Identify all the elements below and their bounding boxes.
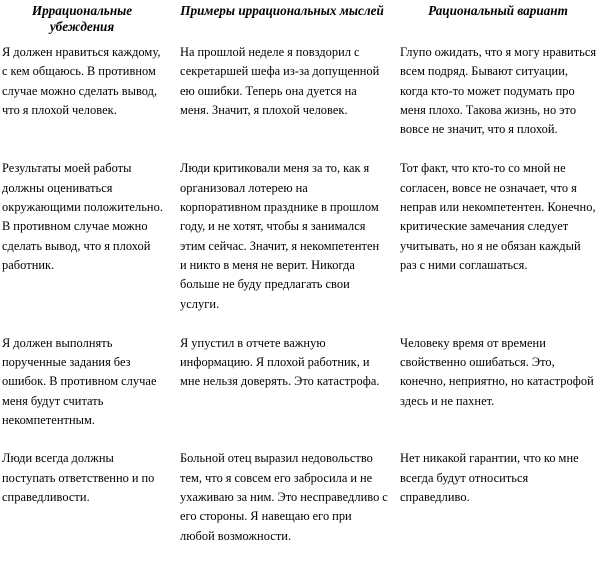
cell-rational-alternative: Тот факт, что кто-то со мной не согласен, вовсе не означает, что я неправ или некомпетентен. Конечно, критические замечания следует учитывать, но я не обязан каждый раз с ними соглашаться.: [400, 161, 596, 272]
cell-rational-alternative: Человеку время от времени свойственно ошибаться. Это, конечно, неприятно, но катастрофой здесь и не пахнет.: [400, 335, 594, 408]
table-row: [0, 43, 600, 159]
cell-irrational-belief: Результаты моей работы должны оцениваться окружающими положительно. В противном случае можно сделать вывод, что я плохой работник.: [2, 161, 163, 272]
cell-irrational-thought-example: Люди критиковали меня за то, как я организовал лотерею на корпоративном празднике в прошлом году, и не хотят, чтобы я занимался этим сейчас. Значит, я некомпетентен и никто в меня не верит. Никогда больше не буду предлагать свои услуги.: [180, 161, 380, 311]
cell-rational-alternative: Нет никакой гарантии, что ко мне всегда будут относиться справедливо.: [400, 451, 579, 504]
cell-irrational-belief: Я должен выполнять порученные задания без ошибок. В противном случае меня будут считать некомпетентным.: [2, 335, 157, 428]
cell-irrational-belief: Я должен нравиться каждому, с кем общаюсь. В противном случае можно сделать вывод, что я плохой человек.: [2, 45, 161, 117]
cell-irrational-thought-example: На прошлой неделе я повздорил с секретаршей шефа из-за допущенной ею ошибки. Теперь она дуется на меня. Значит, я плохой человек.: [180, 45, 380, 117]
cell-irrational-thought-example: Больной отец выразил недовольство тем, что я совсем его забросила и не ухаживаю за ним. Это несправедливо с его стороны. Я навещаю его при любой возможности.: [180, 451, 388, 543]
column-header-irrational-thought-examples: Примеры иррациональных мыслей: [180, 3, 384, 18]
cell-rational-alternative: Глупо ожидать, что я могу нравиться всем подряд. Бывают ситуации, когда кто-то может подумать про меня плохо. Такова жизнь, но это вовсе не значит, что я плохой.: [400, 45, 597, 137]
table-row: [0, 449, 600, 545]
cell-irrational-thought-example: Я упустил в отчете важную информацию. Я плохой работник, и мне нельзя доверять. Это катастрофа.: [180, 335, 380, 389]
table-header: [0, 0, 600, 43]
cell-irrational-belief: Люди всегда должны поступать ответственно и по справедливости.: [2, 451, 155, 504]
table-body: [0, 43, 600, 546]
table-row: [0, 334, 600, 449]
column-header-rational-alternative: Рациональный вариант: [428, 3, 568, 18]
header-row: [0, 0, 600, 43]
table-row: [0, 159, 600, 333]
column-header-irrational-beliefs: Иррациональные убеждения: [31, 3, 133, 34]
